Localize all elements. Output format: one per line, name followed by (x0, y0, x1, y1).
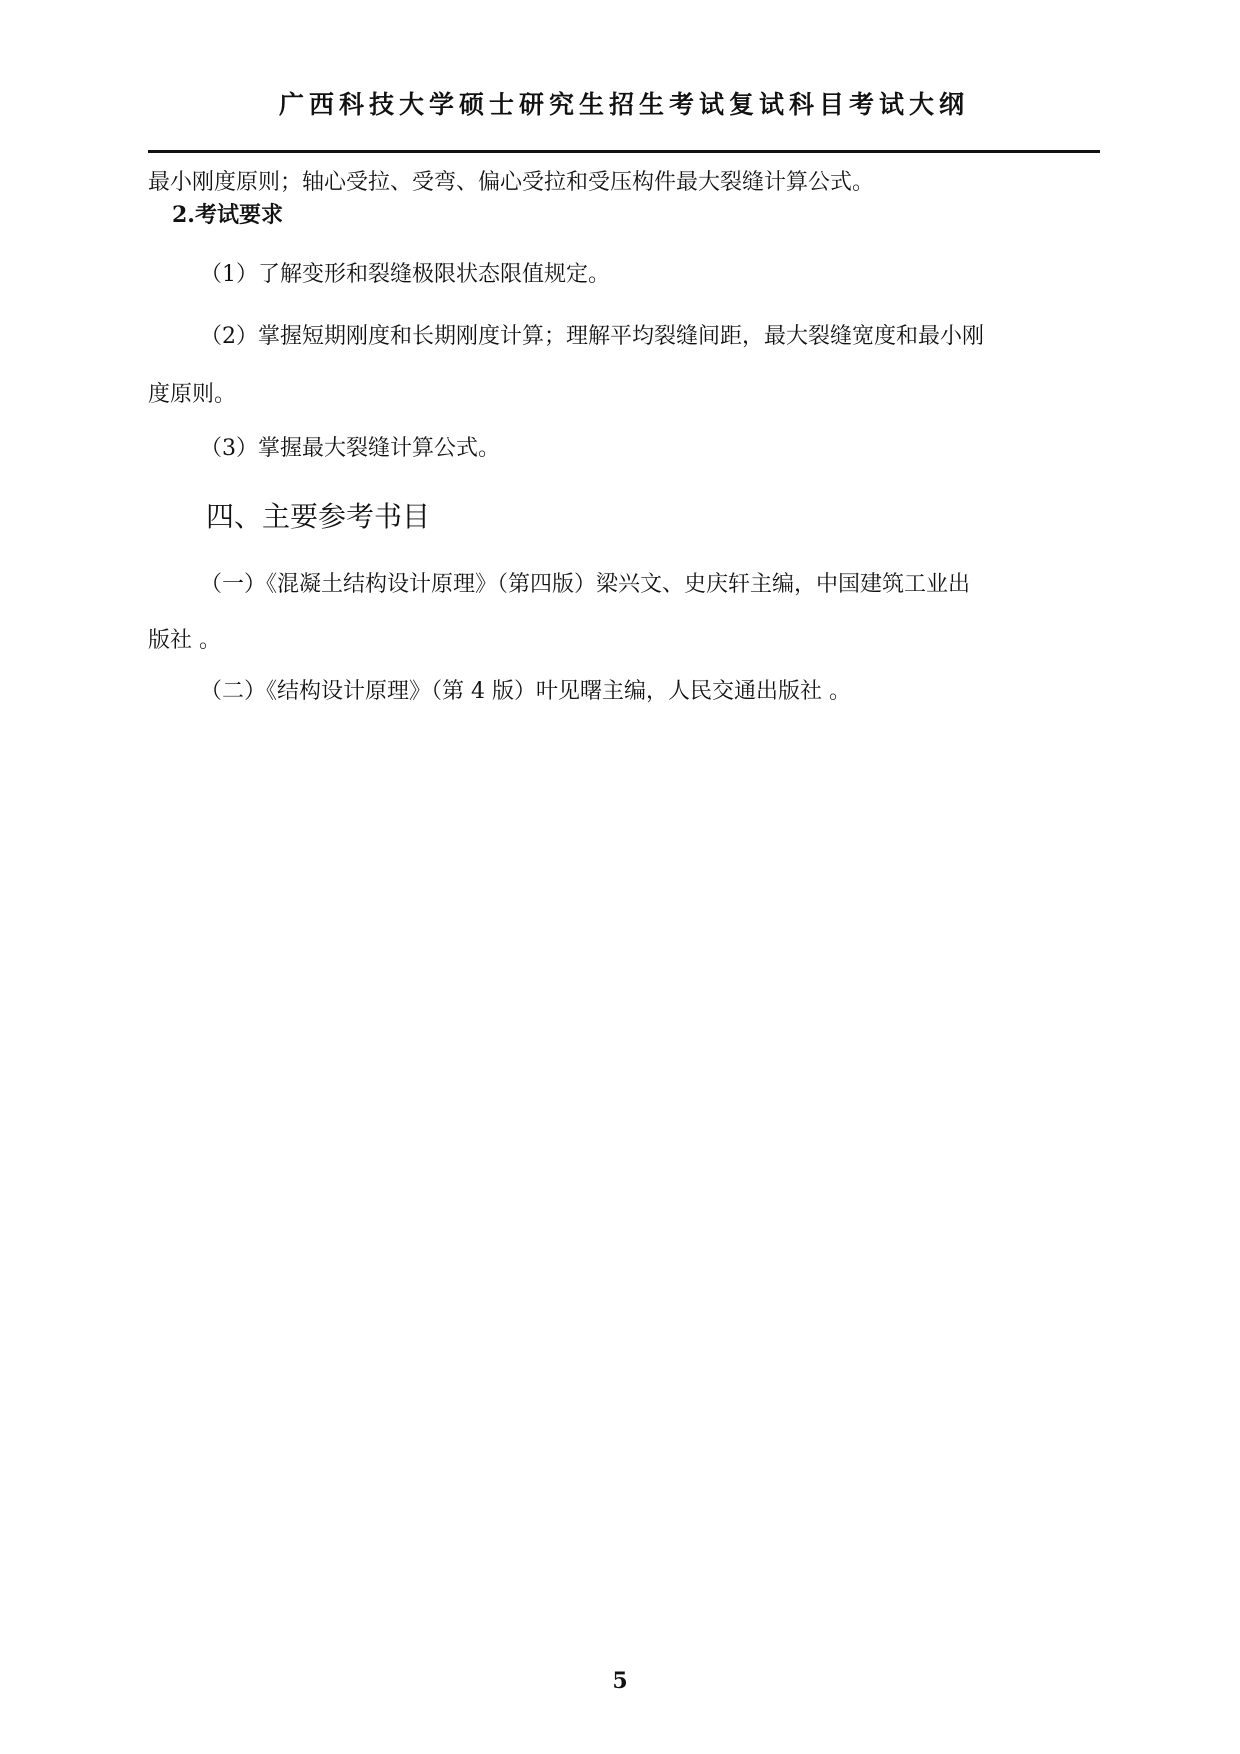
reference-item-1-line-1: （一）《混凝土结构设计原理》（第四版）梁兴文、史庆轩主编，中国建筑工业出 (200, 572, 971, 597)
reference-item-1-line-2: 版社 。 (148, 628, 221, 653)
paragraph-continuation: 最小刚度原则；轴心受拉、受弯、偏心受拉和受压构件最大裂缝计算公式。 (148, 170, 875, 195)
section-heading-references: 四、主要参考书目 (206, 500, 431, 533)
requirement-item-1: （1）了解变形和裂缝极限状态限值规定。 (200, 262, 610, 287)
requirement-item-2-line-2: 度原则。 (148, 382, 237, 407)
running-header-title: 广西科技大学硕士研究生招生考试复试科目考试大纲 (278, 90, 969, 119)
page-number: 5 (612, 1668, 628, 1694)
header-divider (148, 150, 1100, 153)
requirement-item-3: （3）掌握最大裂缝计算公式。 (200, 436, 500, 461)
reference-item-2: （二）《结构设计原理》（第 4 版）叶见曙主编，人民交通出版社 。 (200, 679, 851, 704)
requirement-item-2-line-1: （2）掌握短期刚度和长期刚度计算；理解平均裂缝间距，最大裂缝宽度和最小刚 (200, 324, 984, 349)
exam-requirements-heading: 2.考试要求 (172, 202, 283, 228)
